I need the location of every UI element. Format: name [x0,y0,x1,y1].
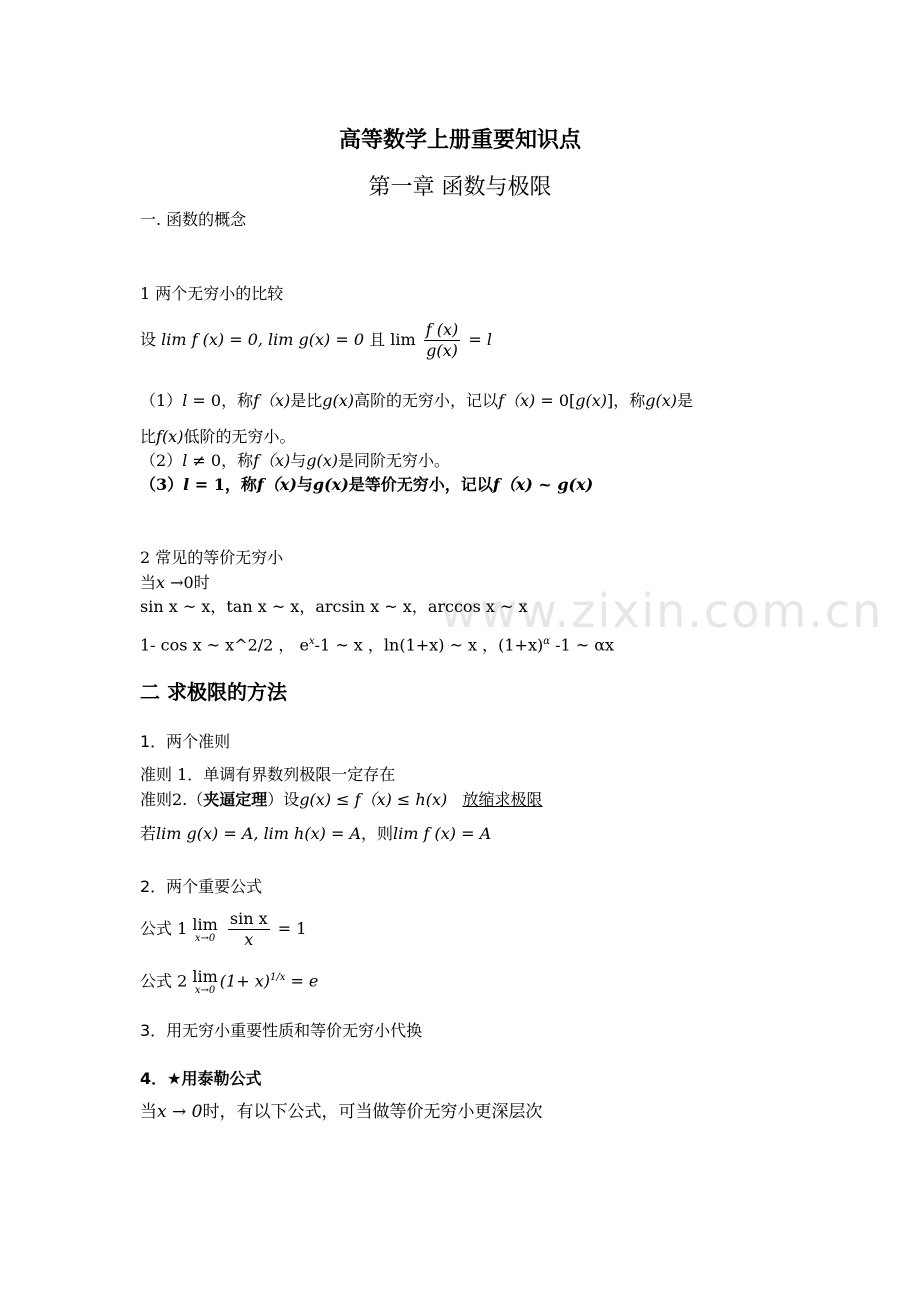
fraction [424,321,461,360]
taylor-intro [140,1102,542,1122]
subsection-heading: 1 两个无穷小的比较 [140,284,284,303]
case-text: 是等价无穷小，记以 [348,475,493,494]
rule-2 [140,790,543,810]
limit [192,916,217,944]
case-text: 比 [140,427,157,446]
formula-text: lim [390,330,416,349]
subsection-heading: 3．用无穷小重要性质和等价无穷小代换 [140,1021,423,1040]
formula-label: 公式 1 [140,919,188,938]
section-heading: 一. 函数的概念 [140,210,247,229]
formula-text: = e [290,971,319,991]
fraction [228,910,270,949]
rule-text: lim g(x) = A, lim h(x) = A [156,824,361,843]
taylor-text: x → 0 [157,1102,203,1122]
formula-2 [140,960,318,999]
equiv-condition [140,573,210,593]
rule-text: g(x) ≤ f（x) ≤ h(x) [299,790,448,809]
comparison-formula [140,318,492,362]
case-text: f（x) [492,475,533,494]
limit-subscript: x→0 [194,984,216,996]
rule-text: 放缩求极限 [462,790,543,809]
fraction-numerator: sin x [229,909,268,928]
limit-subscript: x→0 [194,932,216,944]
rule-text: 准则2.（ [140,790,204,809]
formula-text: lim f (x) = 0, lim g(x) = 0 [161,330,365,349]
case-text: l [182,391,188,410]
limit-text: lim [192,966,218,986]
taylor-text: 时，有以下公式，可当做等价无穷小更深层次 [202,1102,543,1122]
formula-text: = 1 [277,919,307,938]
equiv-line-2 [140,632,614,655]
case-text: = 0[ [535,391,576,410]
case-text: = 1，称 [189,475,257,494]
equiv-text: -1 ~ αx [549,635,615,655]
rule-text: ）设 [267,790,300,809]
case-text: 低阶的无穷小。 [183,427,296,446]
equiv-line-1: sin x ~ x，tan x ~ x，arcsin x ~ x，arccos x ~ x [140,597,528,616]
case-text: （2） [140,451,183,470]
case-text: ≠ 0，称 [187,451,254,470]
rule-text: 若 [140,824,157,843]
formula-text: (1+ x) [219,971,270,991]
case-text: g(x) [306,451,339,470]
case-text: （1） [140,391,183,410]
case-text: = 0，称 [187,391,254,410]
equiv-text: →0时 [165,573,210,592]
case-text: g(x) [575,391,608,410]
case-text: f（x) [253,391,291,410]
equiv-text: 当 [140,573,157,592]
equiv-text: x [156,573,166,592]
case-text: f（x) [256,475,297,494]
superscript: 1/x [269,972,286,983]
taylor-text: 当 [140,1102,157,1122]
equiv-text: 1- cos x ~ x^2/2 ， e [140,635,309,655]
fraction-numerator: f (x) [425,320,459,339]
formula-text: 设 [140,330,157,349]
doc-title: 高等数学上册重要知识点 [338,127,581,153]
rule-text: ，则 [361,824,394,843]
rule-text: lim f (x) = A [393,824,492,843]
case-text: l [183,475,190,494]
case-text: g(x) [322,391,355,410]
case-text: 是比 [290,391,323,410]
case-text: l [182,451,188,470]
formula-text: 且 [369,330,386,349]
case-text: g(x) [312,475,349,494]
superscript: α [543,636,550,647]
subsection-heading: 4．★用泰勒公式 [140,1069,262,1088]
case-text: 与 [296,475,313,494]
limit [192,968,217,996]
case-text: （3） [140,475,184,494]
case-text: g(x) [645,391,678,410]
limit-text: lim [192,914,218,934]
case-text: 高阶的无穷小，记以 [354,391,499,410]
fraction-denominator: x [244,930,254,949]
case-2 [140,451,450,471]
case-text: ~ [532,475,558,494]
formula-text: = l [468,330,492,349]
subsection-heading: 1．两个准则 [140,732,231,751]
case-text: f(x) [156,427,184,446]
section-heading: 二 求极限的方法 [140,680,287,704]
subsection-heading: 2 常见的等价无穷小 [140,548,284,567]
chapter-title: 第一章 函数与极限 [368,175,552,200]
case-3 [140,475,593,495]
fraction-denominator: g(x) [426,341,458,360]
rule-1: 准则 1．单调有界数列极限一定存在 [140,765,396,784]
rule-text: 夹逼定理 [203,790,268,809]
case-1-cont [140,427,295,447]
equiv-text: -1 ~ x ，ln(1+x) ~ x ，(1+x) [314,635,544,655]
case-text: 是 [677,391,694,410]
watermark: www.zixin.com.cn [440,584,884,638]
case-text: f（x) [498,391,536,410]
case-text: f（x) [253,451,291,470]
case-text: 与 [290,451,307,470]
superscript: x [309,636,315,647]
case-text: ]，称 [607,391,646,410]
case-1 [140,391,693,411]
formula-1 [140,906,306,952]
rule-3 [140,824,491,844]
formula-label: 公式 2 [140,971,188,991]
subsection-heading: 2．两个重要公式 [140,877,263,896]
case-text: g(x) [557,475,594,494]
case-text: 是同阶无穷小。 [338,451,451,470]
